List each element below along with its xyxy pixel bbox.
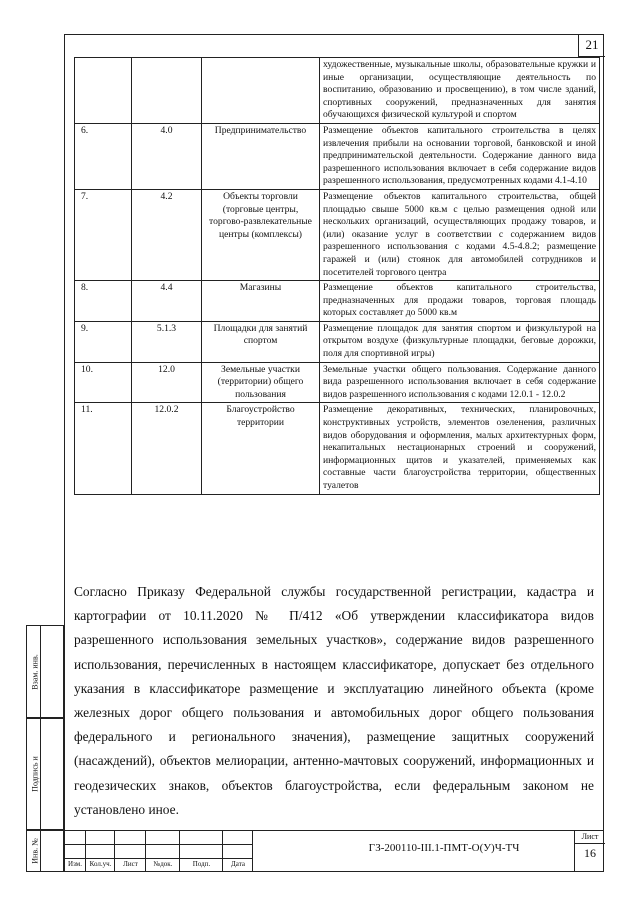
row-description: Размещение декоративных, технических, планировочных, конструктивных устройств, элементов озеленения, различных видов оборудования и оформления, малых архитектурных форм, некапитальных нестационарных строений и сооружений, информационных щитов и указателей, применяемых как составные части благоустройства территории, общественных туалетов xyxy=(320,403,600,494)
sheet-number: 16 xyxy=(584,846,596,860)
row-code: 4.0 xyxy=(132,123,202,189)
stamp-header-change: Изм. xyxy=(68,860,82,868)
table-row xyxy=(75,281,600,322)
table-row xyxy=(75,362,600,403)
row-description: Земельные участки общего пользования. Содержание данного вида разрешенного использования включает в себя содержание видов разрешенного использования с кодами 12.0.1 - 12.0.2 xyxy=(320,362,600,403)
row-name: Площадки для занятий спортом xyxy=(202,321,320,362)
row-code: 12.0 xyxy=(132,362,202,403)
table-row xyxy=(75,189,600,280)
stamp-header-doc: №док. xyxy=(153,860,173,868)
row-description: Размещение площадок для занятия спортом и физкультурой на открытом воздухе (физкультурные площадки, беговые дорожки, поля для спортивной игры) xyxy=(320,321,600,362)
stamp-header-sheet: Лист xyxy=(123,860,138,868)
table-row xyxy=(75,58,600,124)
row-number: 6. xyxy=(75,123,132,189)
side-label-signature: Подпись и xyxy=(30,756,39,792)
row-number: 8. xyxy=(75,281,132,322)
row-description: Размещение объектов капитального строительства, общей площадью свыше 5000 кв.м с целью размещения одной или нескольких организаций, осуществляющих продажу товаров, и (или) оказание услуг в соответствии с содержанием видов разрешенного использования с кодами 4.5-4.8.2; размещение гаражей и (или) стоянок для автомобилей сотрудников и посетителей торгового центра xyxy=(320,189,600,280)
row-code: 5.1.3 xyxy=(132,321,202,362)
table-row xyxy=(75,123,600,189)
side-label-inv-no: Инв. № xyxy=(30,838,39,864)
row-name: Магазины xyxy=(202,281,320,322)
row-number: 11. xyxy=(75,403,132,494)
table-row xyxy=(75,403,600,494)
sheet-box xyxy=(574,830,604,872)
row-name: Объекты торговли (торговые центры, торгово-развлекательные центры (комплексы) xyxy=(202,189,320,280)
side-label-replace-inv: Взам. инв. xyxy=(30,653,39,690)
page-number-top: 21 xyxy=(578,34,605,57)
land-use-table xyxy=(74,57,600,495)
side-field-signature xyxy=(26,718,64,830)
row-code: 12.0.2 xyxy=(132,403,202,494)
row-description: художественные, музыкальные школы, образовательные кружки и иные организации, осуществляющие деятельность по воспитанию, образованию и просвещению), в том числе зданий, спортивных сооружений, предназначенных для занятия обучающихся физической культурой и спортом xyxy=(320,58,600,124)
row-number: 7. xyxy=(75,189,132,280)
side-field-inv-no xyxy=(26,830,64,872)
row-code: 4.2 xyxy=(132,189,202,280)
body-paragraph: Согласно Приказу Федеральной службы государственной регистрации, кадастра и картографии от 10.11.2020 № П/412 «Об утверждении классификатора видов разрешенного использования земельных участков», содержание видов разрешенного использования, перечисленных в настоящем классификаторе, допускает без отдельного указания в классификаторе размещение и эксплуатацию линейного объекта (кроме железных дорог общего пользования и автомобильных дорог общего пользования федерального и регионального значения), размещение защитных сооружений (насаждений), объектов мелиорации, антенно-мачтовых сооружений, информационных и геодезических знаков, объектов благоустройства, если федеральным законом не установлено иное. xyxy=(74,584,594,817)
row-name: Благоустройство территории xyxy=(202,403,320,494)
row-code: 4.4 xyxy=(132,281,202,322)
row-number: 10. xyxy=(75,362,132,403)
row-number xyxy=(75,58,132,124)
stamp-header-count: Кол.уч. xyxy=(89,860,112,868)
row-name xyxy=(202,58,320,124)
table-row xyxy=(75,321,600,362)
row-number: 9. xyxy=(75,321,132,362)
sheet-label: Лист xyxy=(575,831,605,844)
row-description: Размещение объектов капитального строительства, предназначенных для продажи товаров, торговая площадь которых составляет до 5000 кв.м xyxy=(320,281,600,322)
side-field-replace-inv xyxy=(26,625,64,718)
row-code xyxy=(132,58,202,124)
stamp-header-date: Дата xyxy=(231,860,245,868)
title-block xyxy=(64,830,604,872)
stamp-header-signature: Подп. xyxy=(192,860,211,868)
document-code: ГЗ-200110-III.1-ПМТ-О(У)Ч-ТЧ xyxy=(368,842,520,854)
row-description: Размещение объектов капитального строительства в целях извлечения прибыли на основании торговой, банковской и иной предпринимательской деятельности. Содержание данного вида разрешенного использования включает в себя содержание видов разрешенного использования, предусмотренных кодами 4.1-4.10 xyxy=(320,123,600,189)
row-name: Земельные участки (территории) общего пользования xyxy=(202,362,320,403)
row-name: Предпринимательство xyxy=(202,123,320,189)
